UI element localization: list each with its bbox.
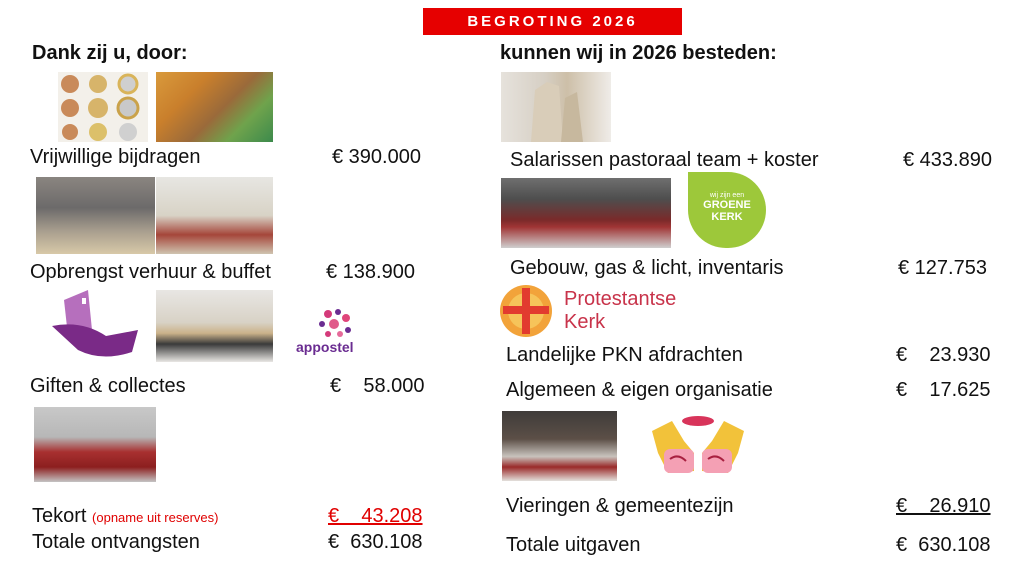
total-income-label: Totale ontvangsten xyxy=(32,531,200,553)
expense-amount-general: € 17.625 xyxy=(896,379,991,401)
expense-label-salaries: Salarissen pastoraal team + koster xyxy=(510,149,819,171)
page-title: BEGROTING 2026 xyxy=(423,8,682,35)
total-income-amount: € 630.108 xyxy=(328,531,423,553)
expense-label-building: Gebouw, gas & licht, inventaris xyxy=(510,257,784,279)
deficit-label xyxy=(32,505,218,528)
income-label-gifts: Giften & collectes xyxy=(30,375,186,397)
pkn-line2: Kerk xyxy=(564,311,606,333)
worship-service-photo xyxy=(502,411,617,481)
expense-amount-pkn: € 23.930 xyxy=(896,344,991,366)
groene-kerk-line3: KERK xyxy=(711,211,743,223)
income-label-rental: Opbrengst verhuur & buffet xyxy=(30,261,271,283)
banknotes-image xyxy=(156,72,273,142)
income-label-contributions: Vrijwillige bijdragen xyxy=(30,146,201,168)
sculpture-photo xyxy=(501,72,611,142)
deficit-amount: € 43.208 xyxy=(328,505,423,527)
groene-kerk-line1: wij zijn een xyxy=(709,192,745,199)
expense-label-general: Algemeen & eigen organisatie xyxy=(506,379,773,401)
hands-heart-icon xyxy=(648,413,748,479)
groene-kerk-line2: GROENE xyxy=(703,199,751,211)
pkn-line1: Protestantse xyxy=(564,288,677,310)
expense-amount-salaries: € 433.890 xyxy=(903,149,992,171)
wallet-photo xyxy=(34,407,156,482)
total-expense-label: Totale uitgaven xyxy=(506,534,641,556)
expense-amount-services: € 26.910 xyxy=(896,495,991,517)
appostel-logo: appostel xyxy=(294,304,378,360)
income-amount-rental: € 138.900 xyxy=(326,261,415,283)
meeting-room-photo xyxy=(156,177,273,254)
coins-image xyxy=(58,72,148,142)
deficit-note: (opname uit reserves) xyxy=(92,510,219,525)
total-expense-amount: € 630.108 xyxy=(896,534,991,556)
income-amount-gifts: € 58.000 xyxy=(330,375,425,397)
deficit-label-text: Tekort xyxy=(32,505,87,527)
expense-amount-building: € 127.753 xyxy=(898,257,987,279)
buffet-photo xyxy=(36,177,155,254)
income-heading: Dank zij u, door: xyxy=(32,42,188,64)
groene-kerk-logo xyxy=(688,172,766,248)
church-hand-icon xyxy=(52,290,140,362)
pkn-logo xyxy=(498,284,698,338)
income-amount-contributions: € 390.000 xyxy=(332,146,421,168)
expense-label-services: Vieringen & gemeentezijn xyxy=(506,495,734,517)
expense-label-pkn: Landelijke PKN afdrachten xyxy=(506,344,743,366)
collection-bowls-photo xyxy=(156,290,273,362)
church-interior-photo xyxy=(501,178,671,248)
expense-heading: kunnen wij in 2026 besteden: xyxy=(500,42,777,64)
